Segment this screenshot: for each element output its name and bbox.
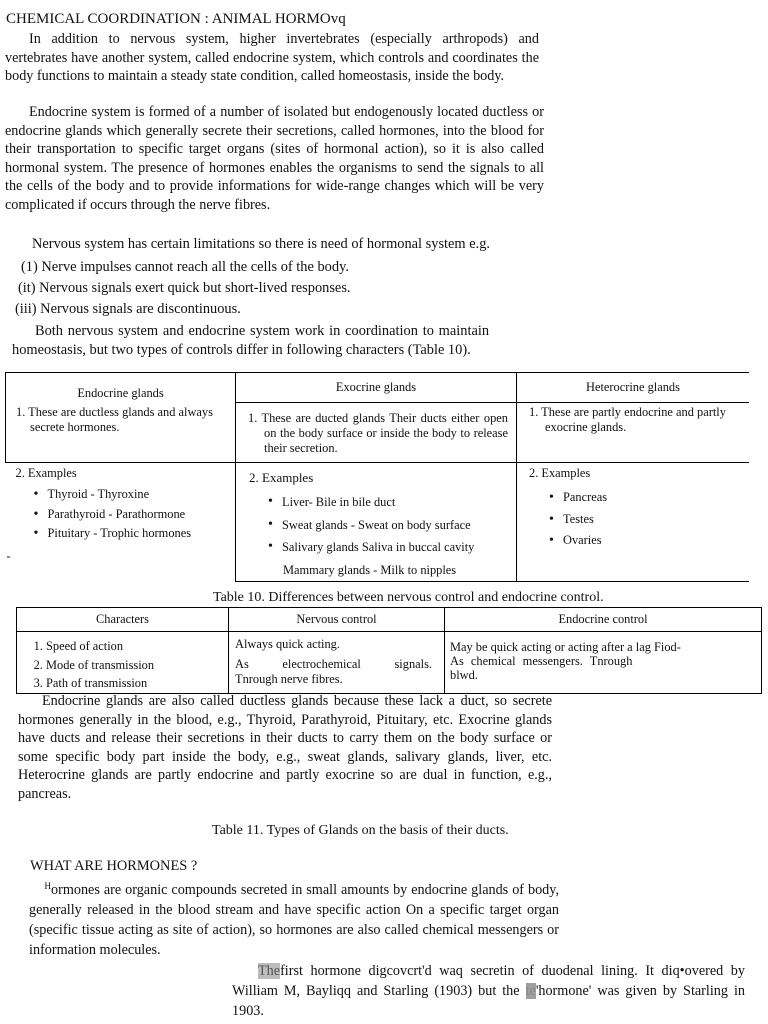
- hormones-definition-text: ormones are organic compounds secreted in small amounts by endocrine glands of body, generally released in the blood stream and have specific action On a specific target organ (specific tissue acting as site of action), so hormones are also called chemical messengers or information molecules.: [29, 882, 559, 958]
- list-item: • Liver- Bile in bile duct: [268, 491, 516, 514]
- examples-label: 2. Examples: [249, 470, 314, 485]
- examples-label: 2. Examples: [529, 466, 591, 480]
- control-table: [16, 607, 762, 694]
- endocrine-examples-cell: [6, 463, 236, 582]
- first-hormone-text-b: 'hormone' was given by Starling in 1903.: [232, 983, 745, 1019]
- nervous-path: Tnrough nerve fibres.: [235, 672, 343, 686]
- list-item: • Testes: [549, 509, 749, 531]
- list-item: • Sweat glands - Sweat on body surface: [268, 514, 516, 537]
- endocrine-system-paragraph: Endocrine system is formed of a number of isolated but endogenously located ductless or endocrine glands which generally secrete their secretions, called hormones, into the blood for their transportation to specific target organs (sites of hormonal action), so it is also called hormonal system. The presence of hormones enables the organisms to send the signals to all the cells of the body and to provide informations for wide-range changes which will be very complicated if occurs through the nerve fibres.: [5, 104, 544, 213]
- header-nervous: Nervous control: [229, 608, 445, 632]
- endocrine-mode: As chemical messengers. Tnrough: [450, 654, 633, 668]
- exocrine-definition-text: 1. These are ducted glands Their ducts either open on the body surface or inside the body to release their secretion.: [248, 411, 508, 455]
- list-item: • Pituitary - Trophic hormones: [34, 524, 236, 544]
- table10-caption: Table 10. Differences between nervous control and endocrine control.: [213, 590, 604, 605]
- limitation-item: (iii) Nervous signals are discontinuous.: [15, 301, 241, 317]
- endocrine-control-cell: [445, 632, 762, 694]
- nervous-speed: Always quick acting.: [235, 637, 340, 651]
- header-exocrine: Exocrine glands: [236, 373, 517, 403]
- header-heterocrine: Heterocrine glands: [517, 373, 750, 403]
- page-title: CHEMICAL COORDINATION : ANIMAL HORMOvq: [6, 11, 346, 27]
- endocrine-definition: [6, 403, 236, 463]
- nervous-mode: As electrochemical signals.: [235, 656, 432, 671]
- heterocrine-definition-text: 1. These are partly endocrine and partly exocrine glands.: [529, 405, 726, 434]
- coordination-line-1: Both nervous system and endocrine system work in coordination to maintain: [35, 323, 490, 339]
- list-item: 2. Mode of transmission: [46, 656, 228, 675]
- glands-types-paragraph: Endocrine glands are also called ductless glands because these lack a duct, so secrete hormones generally in the blood, e.g., Thyroid, Parathyroid, Pituitary, etc. Exocrine glands have ducts and release their secretions in their ducts to carry them on the body surface or some specific body part inside the body, e.g., sweat glands, salivary glands, liver, etc. Heterocrine glands are partly endocrine and partly exocrine so are dual in function, e.g., pancreas.: [18, 693, 552, 802]
- examples-label: 2. Examples: [15, 466, 77, 480]
- endocrine-speed: May be quick acting or acting after a lag Fiod-: [450, 640, 681, 654]
- characters-cell: [17, 632, 229, 694]
- first-hormone-text-a: first hormone digcovcrt'd waq secretin of duodenal lining. It diq•overed by William M, Bayliqq and Starling (1903) but the: [232, 963, 745, 999]
- endocrine-path: blwd.: [450, 668, 478, 682]
- section-heading: WHAT ARE HORMONES ?: [30, 858, 198, 874]
- list-item: • Thyroid - Thyroxine: [34, 485, 236, 505]
- header-endocrine: Endocrine glands: [6, 373, 236, 403]
- limitations-intro: Nervous system has certain limitations so there is need of hormonal system e.g.: [32, 236, 491, 252]
- exocrine-definition: [236, 403, 517, 463]
- exocrine-extra-example: Mammary glands - Milk to nipples: [283, 562, 457, 577]
- coordination-line-2: homeostasis, but two types of controls differ in following characters (Table 10).: [12, 342, 471, 358]
- list-item: 3. Path of transmission: [46, 674, 228, 693]
- limitation-item: (it) Nervous signals exert quick but short-lived responses.: [18, 280, 351, 296]
- hormones-definition-paragraph: [29, 880, 559, 960]
- list-item: • Ovaries: [549, 530, 749, 552]
- list-item: • Salivary glands Saliva in buccal cavity: [268, 536, 516, 559]
- highlight-te: te: [525, 983, 536, 999]
- characters-list: [29, 637, 228, 693]
- list-item: 1. Speed of action: [46, 637, 228, 656]
- list-item: • Pancreas: [549, 487, 749, 509]
- exocrine-examples-cell: [236, 463, 517, 582]
- limitation-item: (1) Nerve impulses cannot reach all the cells of the body.: [21, 259, 349, 275]
- endocrine-definition-text: 1. These are ductless glands and always secrete hormones.: [16, 404, 213, 434]
- stray-mark: -: [6, 549, 11, 563]
- highlight-the: The: [258, 963, 281, 979]
- glands-table: [5, 372, 749, 582]
- heterocrine-examples-list: [549, 487, 749, 552]
- drop-cap: H: [44, 881, 51, 891]
- heterocrine-definition: [517, 403, 750, 463]
- intro-paragraph: In addition to nervous system, higher invertebrates (especially arthropods) and vertebrates have another system, called endocrine system, which controls and coordinates the body functions to maintain a steady state condition, called homeostasis, inside the body.: [5, 31, 539, 85]
- exocrine-examples-list: [268, 491, 516, 559]
- header-endocrine-control: Endocrine control: [445, 608, 762, 632]
- first-hormone-paragraph: [232, 961, 745, 1021]
- header-characters: Characters: [17, 608, 229, 632]
- endocrine-examples-list: [34, 485, 236, 544]
- heterocrine-examples-cell: [517, 463, 750, 582]
- nervous-cell: [229, 632, 445, 694]
- table11-caption: Table 11. Types of Glands on the basis of their ducts.: [212, 823, 509, 838]
- list-item: • Parathyroid - Parathormone: [34, 505, 236, 525]
